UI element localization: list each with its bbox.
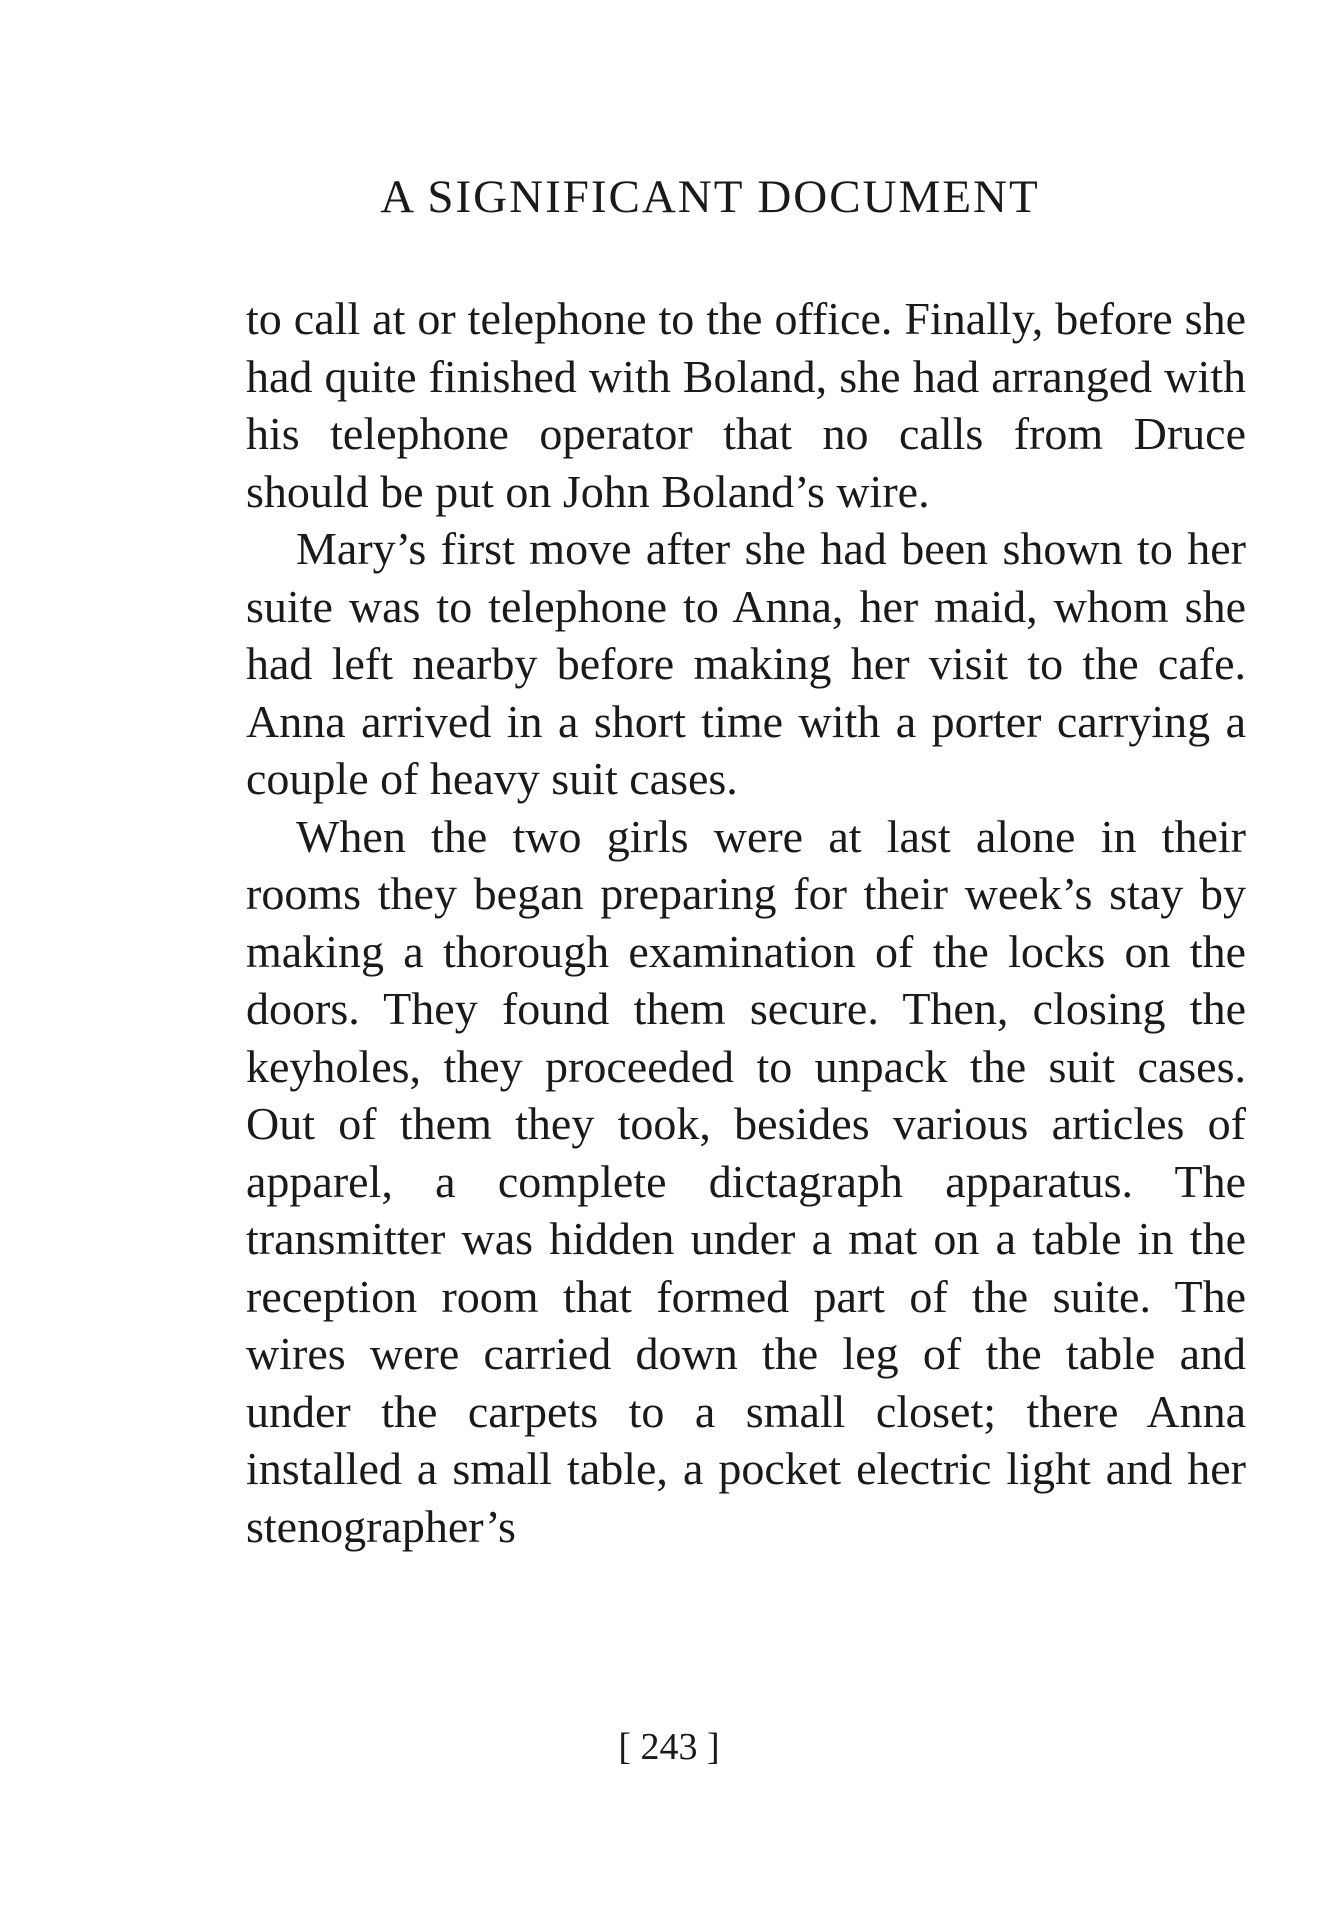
paragraph: When the two girls were at last alone in their rooms they began preparing for their week’s stay by making a thorough examination of the locks on the doors. They found them secure. Then, closing the keyholes, they proceeded to unpack the suit cases. Out of them they took, besides various articles of apparel, a complete dictagraph apparatus. The transmitter was hidden under a mat on a table in the reception room that formed part of the suite. The wires were carried down the leg of the table and under the carpets to a small closet; there Anna installed a small table, a pocket electric light and her stenographer’s — [246, 810, 1246, 1552]
body-text — [246, 290, 1246, 1555]
paragraph: Mary’s first move after she had been shown to her suite was to telephone to Anna, her maid, whom she had left nearby before making her visit to the cafe. Anna arrived in a short time with a porter carrying a couple of heavy suit cases. — [246, 523, 1246, 804]
running-head-title: A SIGNIFICANT DOCUMENT — [380, 171, 1040, 223]
paragraph: to call at or telephone to the office. Finally, before she had quite finished with Boland, she had arranged with his telephone operator that no calls from Druce should be put on John Boland’s wire. — [246, 293, 1246, 517]
page-number: [ 243 ] — [618, 1726, 720, 1768]
